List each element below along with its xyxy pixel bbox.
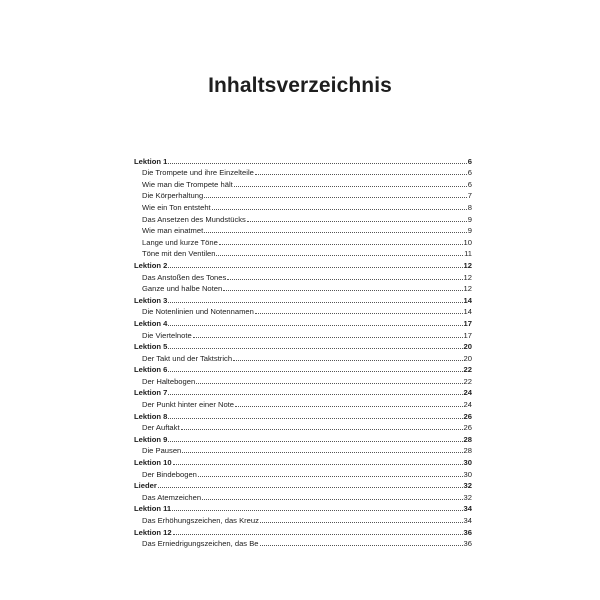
toc-page-number: 11 <box>464 249 472 259</box>
dot-leader <box>202 499 462 500</box>
toc-lesson-row <box>134 386 472 398</box>
toc-lesson-row <box>134 316 472 328</box>
toc-entry-label: Der Takt und der Taktstrich <box>142 353 233 363</box>
toc-entry-label: Der Haltebogen <box>142 376 196 386</box>
toc-page-number: 10 <box>463 237 472 247</box>
toc-entry-label: Lektion 3 <box>134 295 168 305</box>
toc-page-number: 12 <box>463 260 472 270</box>
toc-page-number: 32 <box>463 492 472 502</box>
toc-lesson-row <box>134 340 472 352</box>
dot-leader <box>255 313 463 314</box>
toc-lesson-row <box>134 409 472 421</box>
dot-leader <box>168 394 462 395</box>
dot-leader <box>168 418 462 419</box>
toc-entry-label: Wie man die Trompete hält <box>142 179 233 189</box>
toc-entry-row <box>134 537 472 549</box>
toc-entry-row <box>134 444 472 456</box>
toc-entry-row <box>134 328 472 340</box>
toc-entry-label: Das Anstoßen des Tones <box>142 272 227 282</box>
toc-entry-row <box>134 351 472 363</box>
toc-entry-label: Wie ein Ton entsteht <box>142 202 211 212</box>
toc-page-number: 36 <box>463 527 472 537</box>
toc-page-number: 17 <box>463 330 472 340</box>
toc-page-number: 14 <box>463 295 472 305</box>
dot-leader <box>234 186 467 187</box>
toc-entry-row <box>134 374 472 386</box>
toc-entry-label: Das Erniedrigungszeichen, das Be <box>142 539 259 549</box>
dot-leader <box>168 325 462 326</box>
toc-page-number: 6 <box>467 156 472 166</box>
toc-entry-label: Lektion 12 <box>134 527 172 537</box>
toc-page-number: 17 <box>463 318 472 328</box>
toc-page-number: 14 <box>463 307 472 317</box>
toc-entry-label: Lektion 1 <box>134 156 168 166</box>
table-of-contents <box>134 154 472 548</box>
toc-lesson-row <box>134 432 472 444</box>
toc-entry-row <box>134 247 472 259</box>
toc-lesson-row <box>134 479 472 491</box>
dot-leader <box>181 429 463 430</box>
toc-entry-label: Die Körperhaltung <box>142 191 204 201</box>
dot-leader <box>196 383 462 384</box>
toc-entry-label: Die Viertelnote <box>142 330 192 340</box>
toc-entry-row <box>134 282 472 294</box>
toc-page-number: 24 <box>463 400 472 410</box>
toc-page-number: 6 <box>467 179 472 189</box>
toc-entry-label: Lieder <box>134 481 157 491</box>
toc-entry-label: Der Punkt hinter einer Note <box>142 400 235 410</box>
toc-entry-label: Das Atemzeichen <box>142 492 202 502</box>
toc-page-number: 30 <box>463 458 472 468</box>
toc-entry-label: Lange und kurze Töne <box>142 237 218 247</box>
toc-page-number: 8 <box>467 202 472 212</box>
toc-entry-label: Die Pausen <box>142 446 182 456</box>
toc-lesson-row <box>134 502 472 514</box>
toc-entry-label: Lektion 7 <box>134 388 168 398</box>
dot-leader <box>168 267 462 268</box>
dot-leader <box>168 441 462 442</box>
toc-entry-row <box>134 513 472 525</box>
dot-leader <box>212 209 467 210</box>
toc-entry-label: Wie man einatmet <box>142 226 204 236</box>
dot-leader <box>227 279 462 280</box>
dot-leader <box>173 464 463 465</box>
toc-entry-row <box>134 189 472 201</box>
toc-page-number: 9 <box>467 226 472 236</box>
dot-leader <box>158 487 463 488</box>
dot-leader <box>173 534 463 535</box>
dot-leader <box>168 371 462 372</box>
page-title: Inhaltsverzeichnis <box>208 74 392 97</box>
toc-entry-row <box>134 270 472 282</box>
toc-entry-label: Das Erhöhungszeichen, das Kreuz <box>142 516 259 525</box>
toc-page-number: 26 <box>463 411 472 421</box>
toc-page-number: 7 <box>467 191 472 201</box>
toc-page-number: 24 <box>463 388 472 398</box>
dot-leader <box>168 163 466 164</box>
toc-entry-label: Die Notenlinien und Notennamen <box>142 307 254 317</box>
dot-leader <box>168 348 462 349</box>
toc-page-number: 32 <box>463 481 472 491</box>
toc-lesson-row <box>134 293 472 305</box>
toc-entry-label: Das Ansetzen des Mundstücks <box>142 214 246 224</box>
toc-entry-label: Lektion 9 <box>134 434 168 444</box>
toc-entry-label: Lektion 5 <box>134 342 168 352</box>
toc-page-number: 28 <box>463 446 472 456</box>
toc-entry-row <box>134 397 472 409</box>
toc-entry-row <box>134 467 472 479</box>
dot-leader <box>235 406 463 407</box>
dot-leader <box>204 197 467 198</box>
toc-page-number: 28 <box>463 434 472 444</box>
dot-leader <box>198 476 463 477</box>
toc-entry-row <box>134 490 472 502</box>
toc-page-number: 34 <box>463 516 472 525</box>
dot-leader <box>260 545 463 546</box>
dot-leader <box>233 360 463 361</box>
toc-page-number: 34 <box>463 504 472 514</box>
toc-entry-row <box>134 235 472 247</box>
dot-leader <box>219 244 463 245</box>
toc-lesson-row <box>134 455 472 467</box>
toc-page-number: 22 <box>463 376 472 386</box>
toc-entry-label: Die Trompete und ihre Einzelteile <box>142 168 254 178</box>
dot-leader <box>204 232 467 233</box>
dot-leader <box>247 221 467 222</box>
toc-entry-label: Lektion 10 <box>134 458 172 468</box>
dot-leader <box>182 452 462 453</box>
dot-leader <box>255 174 467 175</box>
toc-page-number: 9 <box>467 214 472 224</box>
toc-page-number: 22 <box>463 365 472 375</box>
toc-entry-label: Töne mit den Ventilen <box>142 249 216 259</box>
toc-page-number: 26 <box>463 423 472 433</box>
toc-entry-label: Lektion 6 <box>134 365 168 375</box>
toc-page-number: 20 <box>463 342 472 352</box>
dot-leader <box>216 255 463 256</box>
toc-lesson-row <box>134 525 472 537</box>
dot-leader <box>223 290 462 291</box>
toc-page-number: 20 <box>463 353 472 363</box>
dot-leader <box>193 337 463 338</box>
toc-entry-label: Lektion 11 <box>134 504 172 514</box>
dot-leader <box>168 302 462 303</box>
toc-entry-label: Lektion 2 <box>134 260 168 270</box>
toc-entry-row <box>134 421 472 433</box>
toc-entry-row <box>134 212 472 224</box>
dot-leader <box>172 510 462 511</box>
toc-entry-row <box>134 200 472 212</box>
toc-lesson-row <box>134 363 472 375</box>
toc-entry-label: Lektion 4 <box>134 318 168 328</box>
toc-entry-label: Der Auftakt <box>142 423 180 433</box>
toc-page-number: 6 <box>467 168 472 178</box>
toc-entry-row <box>134 177 472 189</box>
toc-page-number: 12 <box>463 272 472 282</box>
toc-lesson-row <box>134 258 472 270</box>
toc-entry-label: Lektion 8 <box>134 411 168 421</box>
toc-page-number: 30 <box>463 469 472 479</box>
toc-entry-label: Ganze und halbe Noten <box>142 284 223 294</box>
toc-page-number: 36 <box>463 539 472 549</box>
toc-lesson-row <box>134 154 472 166</box>
toc-entry-row <box>134 224 472 236</box>
toc-page-number: 12 <box>463 284 472 294</box>
dot-leader <box>260 522 463 523</box>
toc-entry-label: Der Bindebogen <box>142 469 197 479</box>
toc-entry-row <box>134 166 472 178</box>
toc-entry-row <box>134 305 472 317</box>
